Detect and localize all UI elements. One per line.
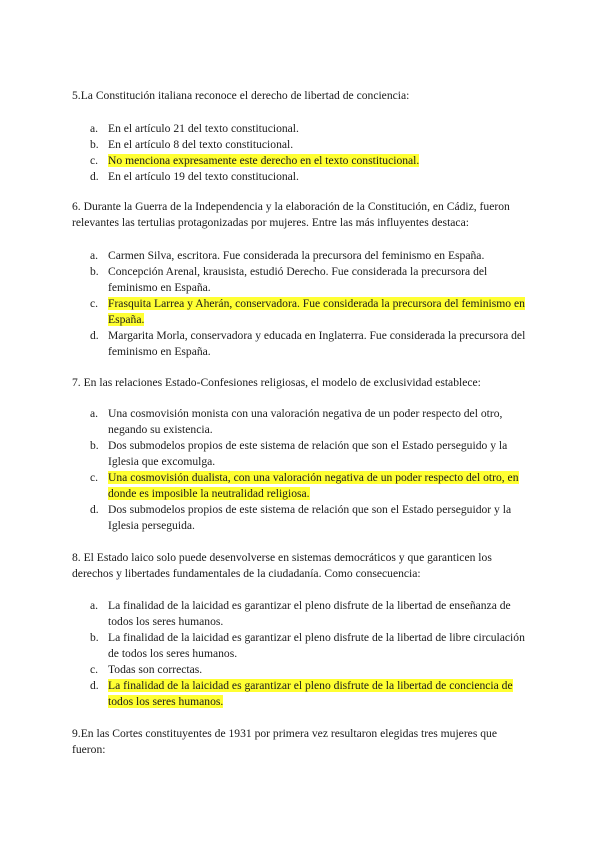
option-text: Todas son correctas. — [108, 663, 203, 676]
question-8-options — [72, 598, 530, 710]
q7-option-b — [72, 438, 530, 470]
q7-option-a — [72, 406, 530, 438]
option-text: Margarita Morla, conservadora y educada en Inglaterra. Fue considerada la precursora del feminismo en España. — [108, 329, 526, 358]
option-text-highlighted: Frasquita Larrea y Aherán, conservadora. Fue considerada la precursora del feminismo en España. — [108, 297, 525, 326]
question-7-text: 7. En las relaciones Estado-Confesiones religiosas, el modelo de exclusividad establece: — [72, 376, 481, 389]
option-letter: d. — [90, 170, 99, 183]
question-9-text: 9.En las Cortes constituyentes de 1931 por primera vez resultaron elegidas tres mujeres que fueron: — [72, 727, 497, 756]
option-letter: a. — [90, 249, 99, 262]
option-text: Carmen Silva, escritora. Fue considerada la precursora del feminismo en España. — [108, 249, 485, 262]
option-text-highlighted: No menciona expresamente este derecho en el texto constitucional. — [108, 154, 420, 167]
option-text-highlighted: La finalidad de la laicidad es garantizar el pleno disfrute de la libertad de conciencia de todos los seres humanos. — [108, 679, 513, 708]
question-5-options — [72, 121, 530, 185]
option-text: La finalidad de la laicidad es garantizar el pleno disfrute de la libertad de enseñanza de todos los seres humanos. — [108, 599, 511, 628]
q5-option-c — [72, 153, 530, 169]
option-text: En el artículo 8 del texto constitucional. — [108, 138, 294, 151]
question-5-text: 5.La Constitución italiana reconoce el derecho de libertad de conciencia: — [72, 89, 410, 102]
option-letter: a. — [90, 407, 99, 420]
option-letter: d. — [90, 329, 99, 342]
option-text: La finalidad de la laicidad es garantizar el pleno disfrute de la libertad de libre circulación de todos los seres humanos. — [108, 631, 525, 660]
option-letter: b. — [90, 439, 99, 452]
q6-option-b — [72, 264, 530, 296]
question-8-text: 8. El Estado laico solo puede desenvolverse en sistemas democráticos y que garanticen los derechos y libertades fundamentales de la ciudadanía. Como consecuencia: — [72, 551, 492, 580]
option-letter: c. — [90, 297, 99, 310]
option-text: Una cosmovisión monista con una valoración negativa de un poder respecto del otro, negando su existencia. — [108, 407, 503, 436]
option-letter: b. — [90, 138, 99, 151]
option-letter: a. — [90, 122, 99, 135]
q5-option-b — [72, 137, 530, 153]
question-7-options — [72, 406, 530, 534]
q7-option-d — [72, 502, 530, 534]
question-6-text: 6. Durante la Guerra de la Independencia y la elaboración de la Constitución, en Cádiz, fueron relevantes las tertulias protagonizadas por mujeres. Entre las más influyentes destaca: — [72, 200, 510, 229]
q6-option-d — [72, 328, 530, 360]
option-letter: a. — [90, 599, 99, 612]
option-text: Concepción Arenal, krausista, estudió Derecho. Fue considerada la precursora del feminismo en España. — [108, 265, 488, 294]
q6-option-c — [72, 296, 530, 328]
option-text-highlighted: Una cosmovisión dualista, con una valoración negativa de un poder respecto del otro, en donde es imposible la neutralidad religiosa. — [108, 471, 519, 500]
q6-option-a — [72, 248, 530, 264]
q5-option-d — [72, 169, 530, 185]
option-text: Dos submodelos propios de este sistema de relación que son el Estado perseguido y la Iglesia que excomulga. — [108, 439, 508, 468]
option-text: En el artículo 21 del texto constitucional. — [108, 122, 299, 135]
q8-option-b — [72, 630, 530, 662]
q8-option-c — [72, 662, 530, 678]
option-text: En el artículo 19 del texto constitucional. — [108, 170, 299, 183]
question-6-options — [72, 248, 530, 360]
q7-option-c — [72, 470, 530, 502]
option-text: Dos submodelos propios de este sistema de relación que son el Estado perseguidor y la Iglesia perseguida. — [108, 503, 512, 532]
q8-option-a — [72, 598, 530, 630]
option-letter: b. — [90, 631, 99, 644]
option-letter: d. — [90, 679, 99, 692]
option-letter: b. — [90, 265, 99, 278]
q8-option-d — [72, 678, 530, 710]
q5-option-a — [72, 121, 530, 137]
option-letter: c. — [90, 663, 99, 676]
option-letter: c. — [90, 471, 99, 484]
option-letter: d. — [90, 503, 99, 516]
option-letter: c. — [90, 154, 99, 167]
